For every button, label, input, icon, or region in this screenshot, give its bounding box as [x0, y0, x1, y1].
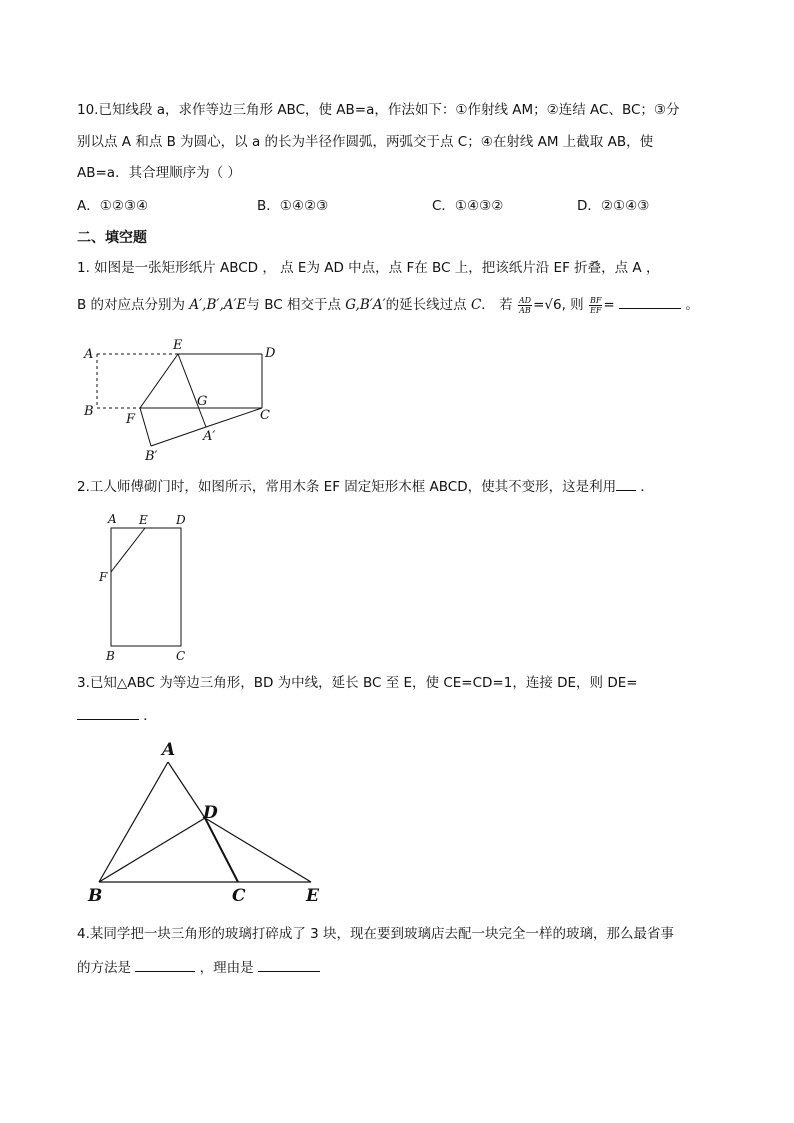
q4-line-2 — [77, 957, 320, 978]
q2-end-punct: ． — [636, 479, 654, 495]
q10-line-1: 10.已知线段 a，求作等边三角形 ABC，使 AB=a，作法如下：①作射线 AM；②连结 AC、BC；③分 — [77, 102, 680, 118]
q1-line-2-text-c: 的延长线过点 — [385, 297, 471, 313]
q1-end-punct: 。 — [681, 297, 699, 313]
q4-method-blank[interactable] — [135, 957, 195, 972]
q2-text: 2.工人师傅砌门时，如图所示，常用木条 EF 固定矩形木框 ABCD，使其不变形，这是利用 — [77, 479, 617, 495]
q10-option-b: B．①④②③ — [257, 198, 329, 214]
q1-line-2-text-b: 与 BC 相交于点 — [246, 297, 346, 313]
fig3-line-bd — [99, 818, 205, 882]
q3-end-punct: ． — [139, 708, 157, 724]
q1-line-1: 1. 如图是一张矩形纸片 ABCD ， 点 E为 AD 中点，点 F在 BC 上，把该纸片沿 EF 折叠，点 A ， — [77, 260, 660, 276]
q1-points-1: A′,B′,A′E — [189, 297, 247, 313]
q10-line-3: AB=a．其合理顺序为（ ） — [77, 165, 241, 181]
fig3-line-ac — [168, 762, 205, 818]
q4-line-2-text-b: ，理由是 — [195, 960, 258, 976]
q1-line-2-text-a: B 的对应点分别为 — [77, 297, 190, 313]
fig1-label-g: G — [197, 394, 208, 409]
fig1-label-c: C — [260, 408, 270, 423]
fig1-label-a-prime: A′ — [203, 429, 216, 444]
q1-points-2: G,B′A′ — [345, 297, 386, 313]
fig3-label-e: E — [306, 886, 319, 906]
fig3-label-b: B — [88, 886, 103, 906]
q1-equation-2: = — [603, 297, 620, 313]
q1-fraction-1-numerator: AD — [518, 295, 532, 305]
fig3-label-c: C — [232, 886, 246, 906]
fig1-label-a: A — [84, 347, 94, 362]
q1-fraction-2-numerator: BF — [589, 295, 602, 305]
fig1-label-d: D — [265, 346, 276, 361]
q4-line-1: 4.某同学把一块三角形的玻璃打碎成了 3 块，现在要到玻璃店去配一块完全一样的玻璃，那么最省事 — [77, 926, 675, 942]
q4-line-2-text-a: 的方法是 — [77, 960, 136, 976]
fig2-label-d: D — [176, 513, 186, 527]
fig2-label-f: F — [99, 570, 108, 584]
q10-line-2: 别以点 A 和点 B 为圆心，以 a 的长为半径作圆弧，两弧交于点 C；④在射线 AM 上截取 AB，使 — [77, 134, 654, 150]
q10-option-c: C．①④③② — [432, 198, 504, 214]
q3-line-1: 3.已知△ABC 为等边三角形，BD 为中线，延长 BC 至 E，使 CE=CD=1，连接 DE，则 DE= — [77, 675, 638, 691]
fig3-line-ab — [99, 762, 168, 882]
q10-option-d: D．②①④③ — [577, 198, 650, 214]
fig1-label-b: B — [84, 404, 94, 419]
fig1-label-b-prime: B′ — [145, 449, 158, 464]
fig1-label-e: E — [173, 338, 183, 353]
q10-option-a: A．①②③④ — [77, 198, 149, 214]
fig2-label-b: B — [106, 649, 115, 663]
fig2-label-e: E — [139, 513, 148, 527]
q1-fraction-1-denominator: AB — [519, 305, 531, 315]
q1-point-c: C — [470, 297, 482, 313]
fig1-label-f: F — [126, 412, 136, 427]
fig2-label-c: C — [176, 649, 186, 663]
section-title: 二、填空题 — [77, 230, 147, 246]
q1-equation-1: =√6, 则 — [533, 297, 588, 313]
fig2-label-a: A — [108, 512, 117, 526]
fig3-label-a: A — [162, 740, 176, 760]
q1-line-2-text-d: ． 若 — [481, 297, 517, 313]
q1-fraction-2-denominator: EF — [590, 305, 602, 315]
fig3-label-d: D — [203, 803, 218, 823]
q4-reason-blank[interactable] — [258, 957, 320, 972]
